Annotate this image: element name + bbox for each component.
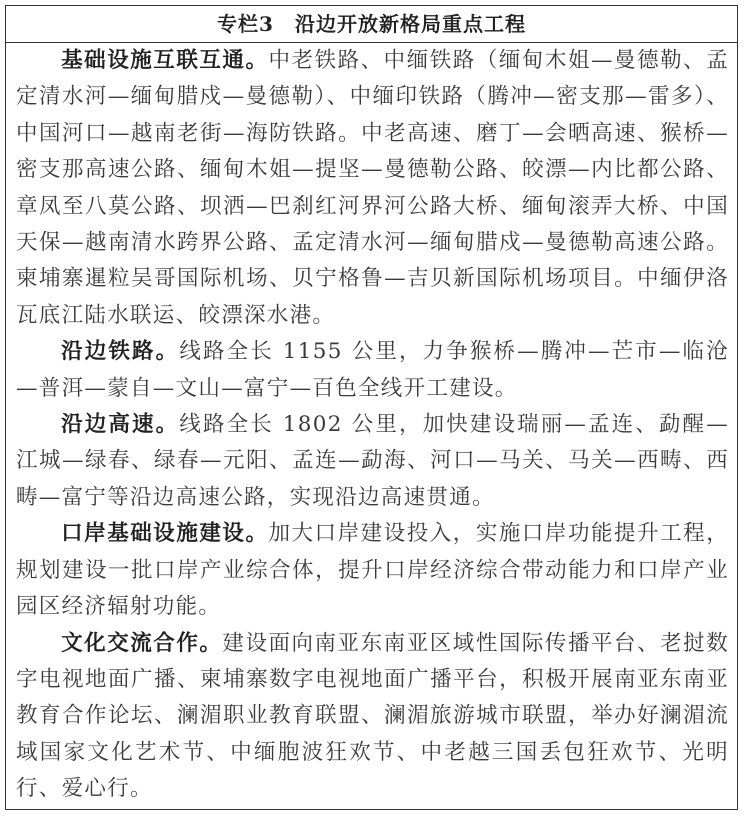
paragraph-cultural-exchange [16, 626, 729, 808]
paragraph-lead: 沿边高速。 [61, 412, 180, 438]
paragraph-lead: 沿边铁路。 [61, 339, 180, 365]
paragraph-body: 加大口岸建设投入，实施口岸功能提升工程，规划建设一批口岸产业综合体，提升口岸经济综合带动能力和口岸产业园区经济辐射功能。 [16, 521, 729, 620]
paragraph-body: 中老铁路、中缅铁路（缅甸木姐—曼德勒、孟定清水河—缅甸腊戍—曼德勒）、中缅印铁路（腾冲—密支那—雷多）、中国河口—越南老街—海防铁路。中老高速、磨丁—会晒高速、猴桥—密支那高速公路、缅甸木姐—提坚—曼德勒公路、皎漂—内比都公路、章凤至八莫公路、坝洒—巴刹红河界河公路大桥、缅甸滚弄大桥、中国天保—越南清水跨界公路、孟定清水河—缅甸腊戍—曼德勒高速公路。柬埔寨暹粒吴哥国际机场、贝宁格鲁—吉贝新国际机场项目。中缅伊洛瓦底江陆水联运、皎漂深水港。 [16, 48, 729, 328]
paragraph-border-railway [16, 334, 729, 407]
paragraph-border-highway [16, 407, 729, 516]
paragraph-port-infrastructure [16, 516, 729, 625]
box-title: 专栏3 沿边开放新格局重点工程 [6, 6, 737, 43]
paragraph-infrastructure [16, 43, 729, 334]
paragraph-lead: 基础设施互联互通。 [61, 48, 269, 73]
paragraph-lead: 口岸基础设施建设。 [61, 521, 269, 547]
paragraph-body: 线路全长 1802 公里，加快建设瑞丽—孟连、勐醒—江城—绿春、绿春—元阳、孟连—勐海、河口—马关、马关—西畴、西畴—富宁等沿边高速公路，实现沿边高速贯通。 [16, 412, 729, 510]
paragraph-body: 线路全长 1155 公里，力争猴桥—腾冲—芒市—临沧—普洱—蒙自—文山—富宁—百色全线开工建设。 [16, 339, 729, 401]
feature-box [5, 5, 738, 810]
paragraph-lead: 文化交流合作。 [61, 630, 223, 656]
paragraph-body: 建设面向南亚东南亚区域性国际传播平台、老挝数字电视地面广播、柬埔寨数字电视地面广播平台，积极开展南亚东南亚教育合作论坛、澜湄职业教育联盟、澜湄旅游城市联盟，举办好澜湄流域国家文化艺术节、中缅胞波狂欢节、中老越三国丢包狂欢节、光明行、爱心行。 [16, 630, 729, 802]
box-content [6, 43, 737, 808]
